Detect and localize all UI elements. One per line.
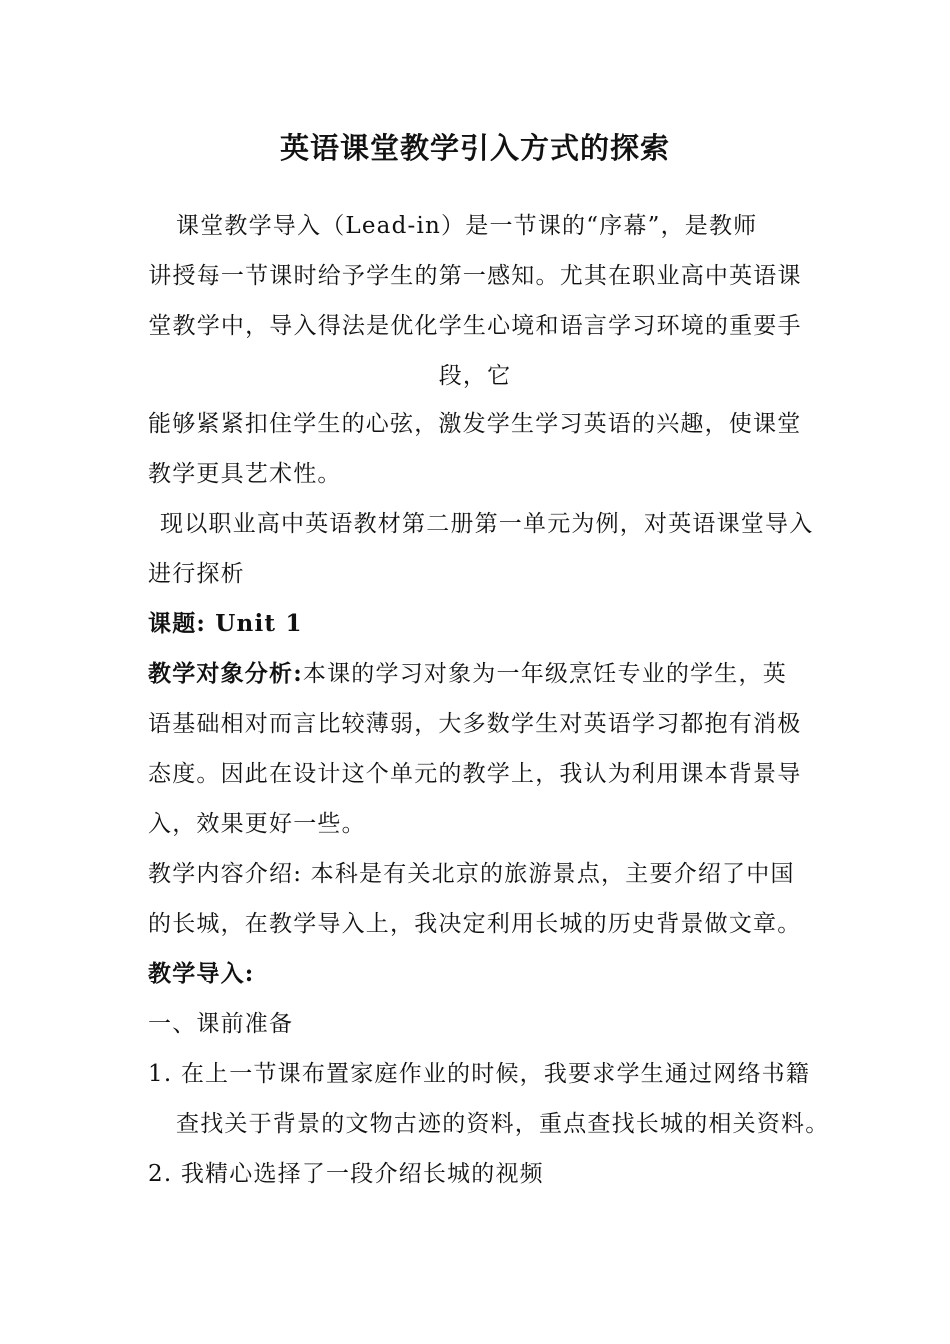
intro-line-1: 课堂教学导入（Lead-in）是一节课的“序幕”，是教师 xyxy=(176,213,758,239)
analysis-line-2: 语基础相对而言比较薄弱，大多数学生对英语学习都抱有消极 xyxy=(148,711,802,737)
analysis-label: 教学对象分析: xyxy=(148,660,303,687)
intro-line-4: 段，它 xyxy=(438,363,512,389)
content-intro-line-1: 教学内容介绍: 本科是有关北京的旅游景点，主要介绍了中国 xyxy=(148,861,795,887)
analysis-first-line: 本课的学习对象为一年级烹饪专业的学生，英 xyxy=(302,661,787,687)
analysis-line-1 xyxy=(148,658,787,690)
section1-heading: 一、课前准备 xyxy=(148,1011,294,1037)
topic-heading: 课题: Unit 1 xyxy=(148,610,303,637)
leadin-heading: 教学导入: xyxy=(148,960,255,987)
analysis-line-4: 入，效果更好一些。 xyxy=(148,811,366,837)
intro-line-3: 堂教学中，导入得法是优化学生心境和语言学习环境的重要手 xyxy=(148,313,802,339)
content-intro-line-2: 的长城，在教学导入上，我决定利用长城的历史背景做文章。 xyxy=(148,911,802,937)
document-title: 英语课堂教学引入方式的探索 xyxy=(279,131,670,165)
para3-line-1: 现以职业高中英语教材第二册第一单元为例，对英语课堂导入 xyxy=(160,511,814,537)
item2-line: 2. 我精心选择了一段介绍长城的视频 xyxy=(148,1161,544,1187)
analysis-line-3: 态度。因此在设计这个单元的教学上，我认为利用课本背景导 xyxy=(148,761,802,787)
para2-line-1: 能够紧紧扣住学生的心弦，激发学生学习英语的兴趣，使课堂 xyxy=(148,411,802,437)
para2-line-2: 教学更具艺术性。 xyxy=(148,461,342,487)
item1-line-1: 1. 在上一节课布置家庭作业的时候，我要求学生通过网络书籍 xyxy=(148,1061,811,1087)
para3-line-2: 进行探析 xyxy=(148,561,245,587)
item1-line-2: 查找关于背景的文物古迹的资料，重点查找长城的相关资料。 xyxy=(176,1111,830,1137)
intro-line-2: 讲授每一节课时给予学生的第一感知。尤其在职业高中英语课 xyxy=(148,263,802,289)
